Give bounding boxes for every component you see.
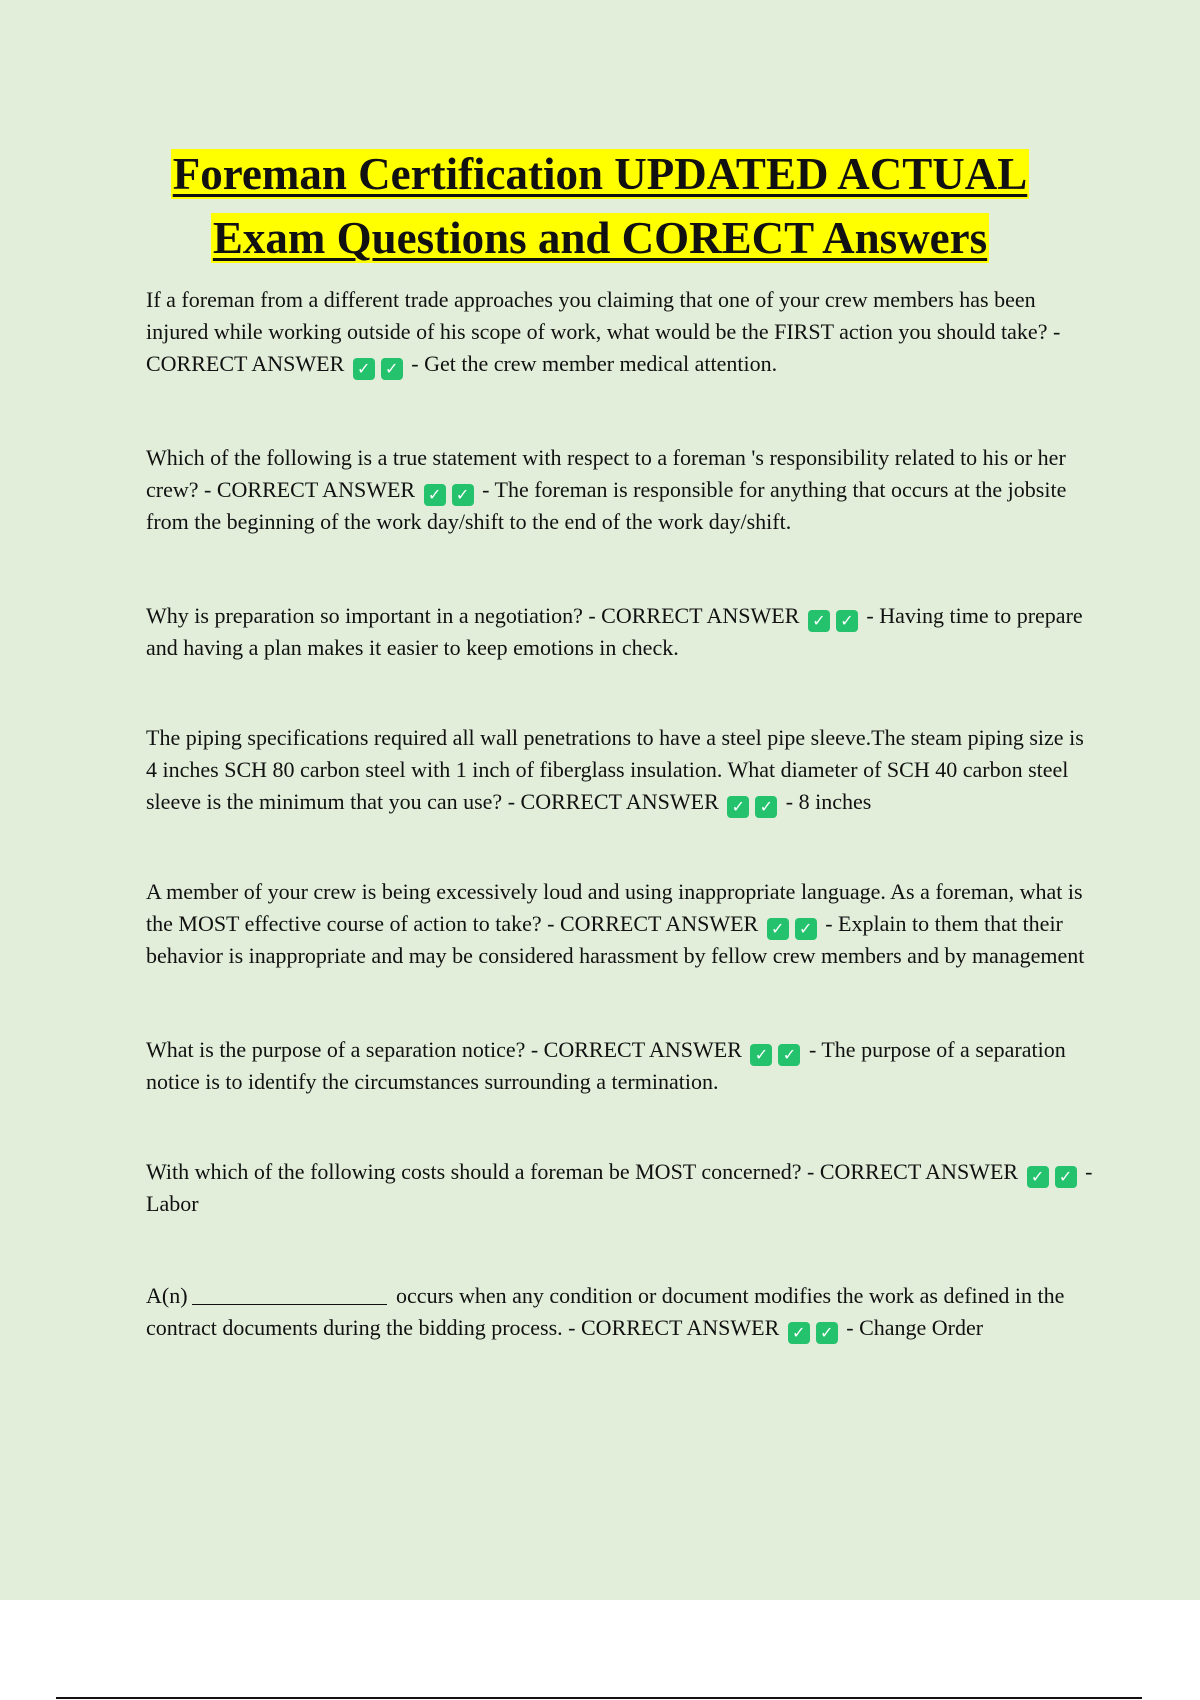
qa-item bbox=[146, 1280, 1096, 1344]
question-text: If a foreman from a different trade approaches you claiming that one of your crew members has been injured while working outside of his scope of work, what would be the FIRST action you should take? - CORRECT ANSWER bbox=[146, 287, 1061, 376]
qa-item bbox=[146, 876, 1096, 972]
qa-item bbox=[146, 284, 1096, 380]
qa-item bbox=[146, 442, 1096, 538]
answer-text: - Get the crew member medical attention. bbox=[411, 351, 778, 376]
fill-in-blank bbox=[192, 1284, 387, 1305]
question-text: What is the purpose of a separation notice? - CORRECT ANSWER bbox=[146, 1037, 742, 1062]
question-text: A member of your crew is being excessively loud and using inappropriate language. As a foreman, what is the MOST effective course of action to take? - CORRECT ANSWER bbox=[146, 879, 1083, 936]
answer-text: - The foreman is responsible for anything that occurs at the jobsite from the beginning of the work day/shift to the end of the work day/shift. bbox=[146, 477, 1067, 534]
answer-text: - Having time to prepare and having a plan makes it easier to keep emotions in check. bbox=[146, 603, 1083, 660]
check-icon: ✓ bbox=[727, 796, 749, 818]
answer-text: - 8 inches bbox=[785, 789, 872, 814]
answer-text: - Change Order bbox=[846, 1315, 984, 1340]
check-icon: ✓ bbox=[1055, 1166, 1077, 1188]
check-icon: ✓ bbox=[778, 1044, 800, 1066]
check-icon: ✓ bbox=[381, 358, 403, 380]
footer-divider bbox=[56, 1697, 1142, 1699]
qa-item bbox=[146, 722, 1096, 818]
title-line-1: Foreman Certification UPDATED ACTUAL bbox=[172, 149, 1028, 199]
question-text: occurs when any condition or document modifies the work as defined in the contract documents during the bidding process. - CORRECT ANSWER bbox=[146, 1283, 1065, 1340]
check-icon: ✓ bbox=[788, 1322, 810, 1344]
document-title bbox=[0, 142, 1200, 270]
qa-item bbox=[146, 600, 1096, 664]
check-icon: ✓ bbox=[353, 358, 375, 380]
question-prefix: A(n) bbox=[146, 1283, 188, 1308]
qa-item bbox=[146, 1034, 1096, 1098]
check-icon: ✓ bbox=[424, 484, 446, 506]
check-icon: ✓ bbox=[1027, 1166, 1049, 1188]
title-line-2: Exam Questions and CORECT Answers bbox=[212, 213, 988, 263]
answer-text: - Labor bbox=[146, 1159, 1093, 1216]
qa-list bbox=[146, 284, 1096, 1344]
question-text: Why is preparation so important in a negotiation? - CORRECT ANSWER bbox=[146, 603, 800, 628]
question-text: Which of the following is a true statement with respect to a foreman 's responsibility related to his or her crew? - CORRECT ANSWER bbox=[146, 445, 1066, 502]
check-icon: ✓ bbox=[795, 918, 817, 940]
answer-text: - The purpose of a separation notice is to identify the circumstances surrounding a termination. bbox=[146, 1037, 1066, 1094]
check-icon: ✓ bbox=[816, 1322, 838, 1344]
check-icon: ✓ bbox=[452, 484, 474, 506]
question-text: The piping specifications required all wall penetrations to have a steel pipe sleeve.The steam piping size is 4 inches SCH 80 carbon steel with 1 inch of fiberglass insulation. What diameter of SCH 40 carbon steel sleeve is the minimum that you can use? - CORRECT ANSWER bbox=[146, 725, 1084, 814]
check-icon: ✓ bbox=[836, 610, 858, 632]
check-icon: ✓ bbox=[767, 918, 789, 940]
check-icon: ✓ bbox=[808, 610, 830, 632]
question-text: With which of the following costs should a foreman be MOST concerned? - CORRECT ANSWER bbox=[146, 1159, 1019, 1184]
qa-item bbox=[146, 1156, 1096, 1220]
check-icon: ✓ bbox=[750, 1044, 772, 1066]
check-icon: ✓ bbox=[755, 796, 777, 818]
answer-text: - Explain to them that their behavior is inappropriate and may be considered harassment by fellow crew members and by management bbox=[146, 911, 1085, 968]
